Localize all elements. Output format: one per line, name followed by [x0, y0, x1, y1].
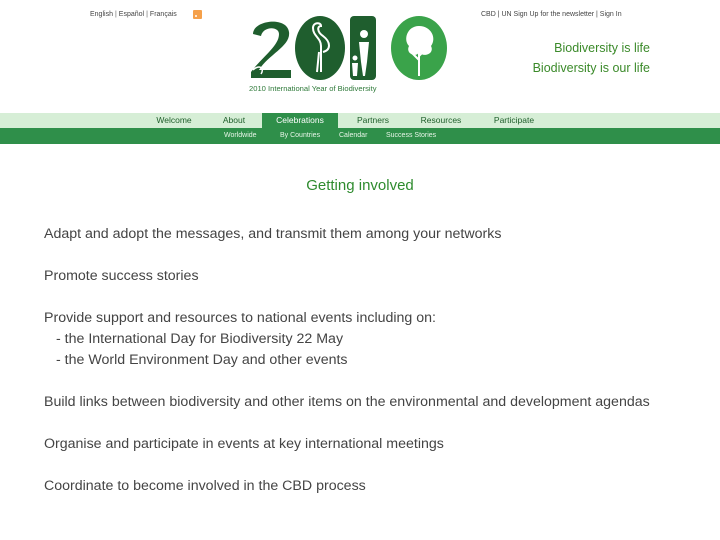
tagline-line-2: Biodiversity is our life [532, 61, 650, 75]
item-promote-stories: Promote success stories [44, 268, 199, 284]
nav-partners[interactable]: Partners [356, 115, 390, 125]
subnav-success-stories[interactable]: Success Stories [386, 132, 437, 139]
nav-celebrations[interactable]: Celebrations [262, 113, 338, 128]
page-heading: Getting involved [306, 177, 414, 194]
nav-participate[interactable]: Participate [493, 115, 535, 125]
sub-item-environment-day: - the World Environment Day and other events [56, 352, 348, 368]
lang-english-link[interactable]: English [90, 11, 113, 18]
tagline-line-1: Biodiversity is life [554, 41, 650, 55]
subnav-calendar[interactable]: Calendar [339, 132, 368, 139]
sub-nav [0, 128, 720, 144]
nav-about[interactable]: About [222, 115, 246, 125]
nav-resources[interactable]: Resources [420, 115, 462, 125]
item-provide-support-text: Provide support and resources to national events including on: [44, 310, 436, 326]
item-organise-events: Organise and participate in events at key international meetings [44, 436, 444, 452]
logo-digit-two [251, 22, 291, 78]
lang-francais-link[interactable]: Français [149, 11, 177, 18]
item-coordinate-cbd: Coordinate to become involved in the CBD process [44, 478, 366, 494]
main-content [44, 224, 684, 518]
lang-espanol-link[interactable]: Español [118, 11, 145, 18]
subnav-by-countries[interactable]: By Countries [280, 132, 321, 139]
logo-caption: 2010 International Year of Biodiversity [249, 84, 377, 93]
tagline [533, 38, 650, 78]
subnav-worldwide[interactable]: Worldwide [224, 132, 257, 139]
top-links[interactable]: CBD | UN Sign Up for the newsletter | Sign In [481, 11, 622, 18]
item-provide-support [44, 308, 684, 371]
sub-item-biodiversity-day: - the International Day for Biodiversity 22 May [56, 331, 344, 347]
language-switcher: English | Español | Français [90, 11, 177, 18]
nav-welcome[interactable]: Welcome [156, 115, 192, 125]
item-adapt-messages: Adapt and adopt the messages, and transmit them among your networks [44, 226, 502, 242]
item-build-links: Build links between biodiversity and other items on the environmental and development agendas [44, 394, 650, 410]
rss-icon[interactable] [193, 10, 202, 19]
iyb-2010-logo[interactable] [247, 12, 452, 94]
main-nav [0, 113, 720, 128]
